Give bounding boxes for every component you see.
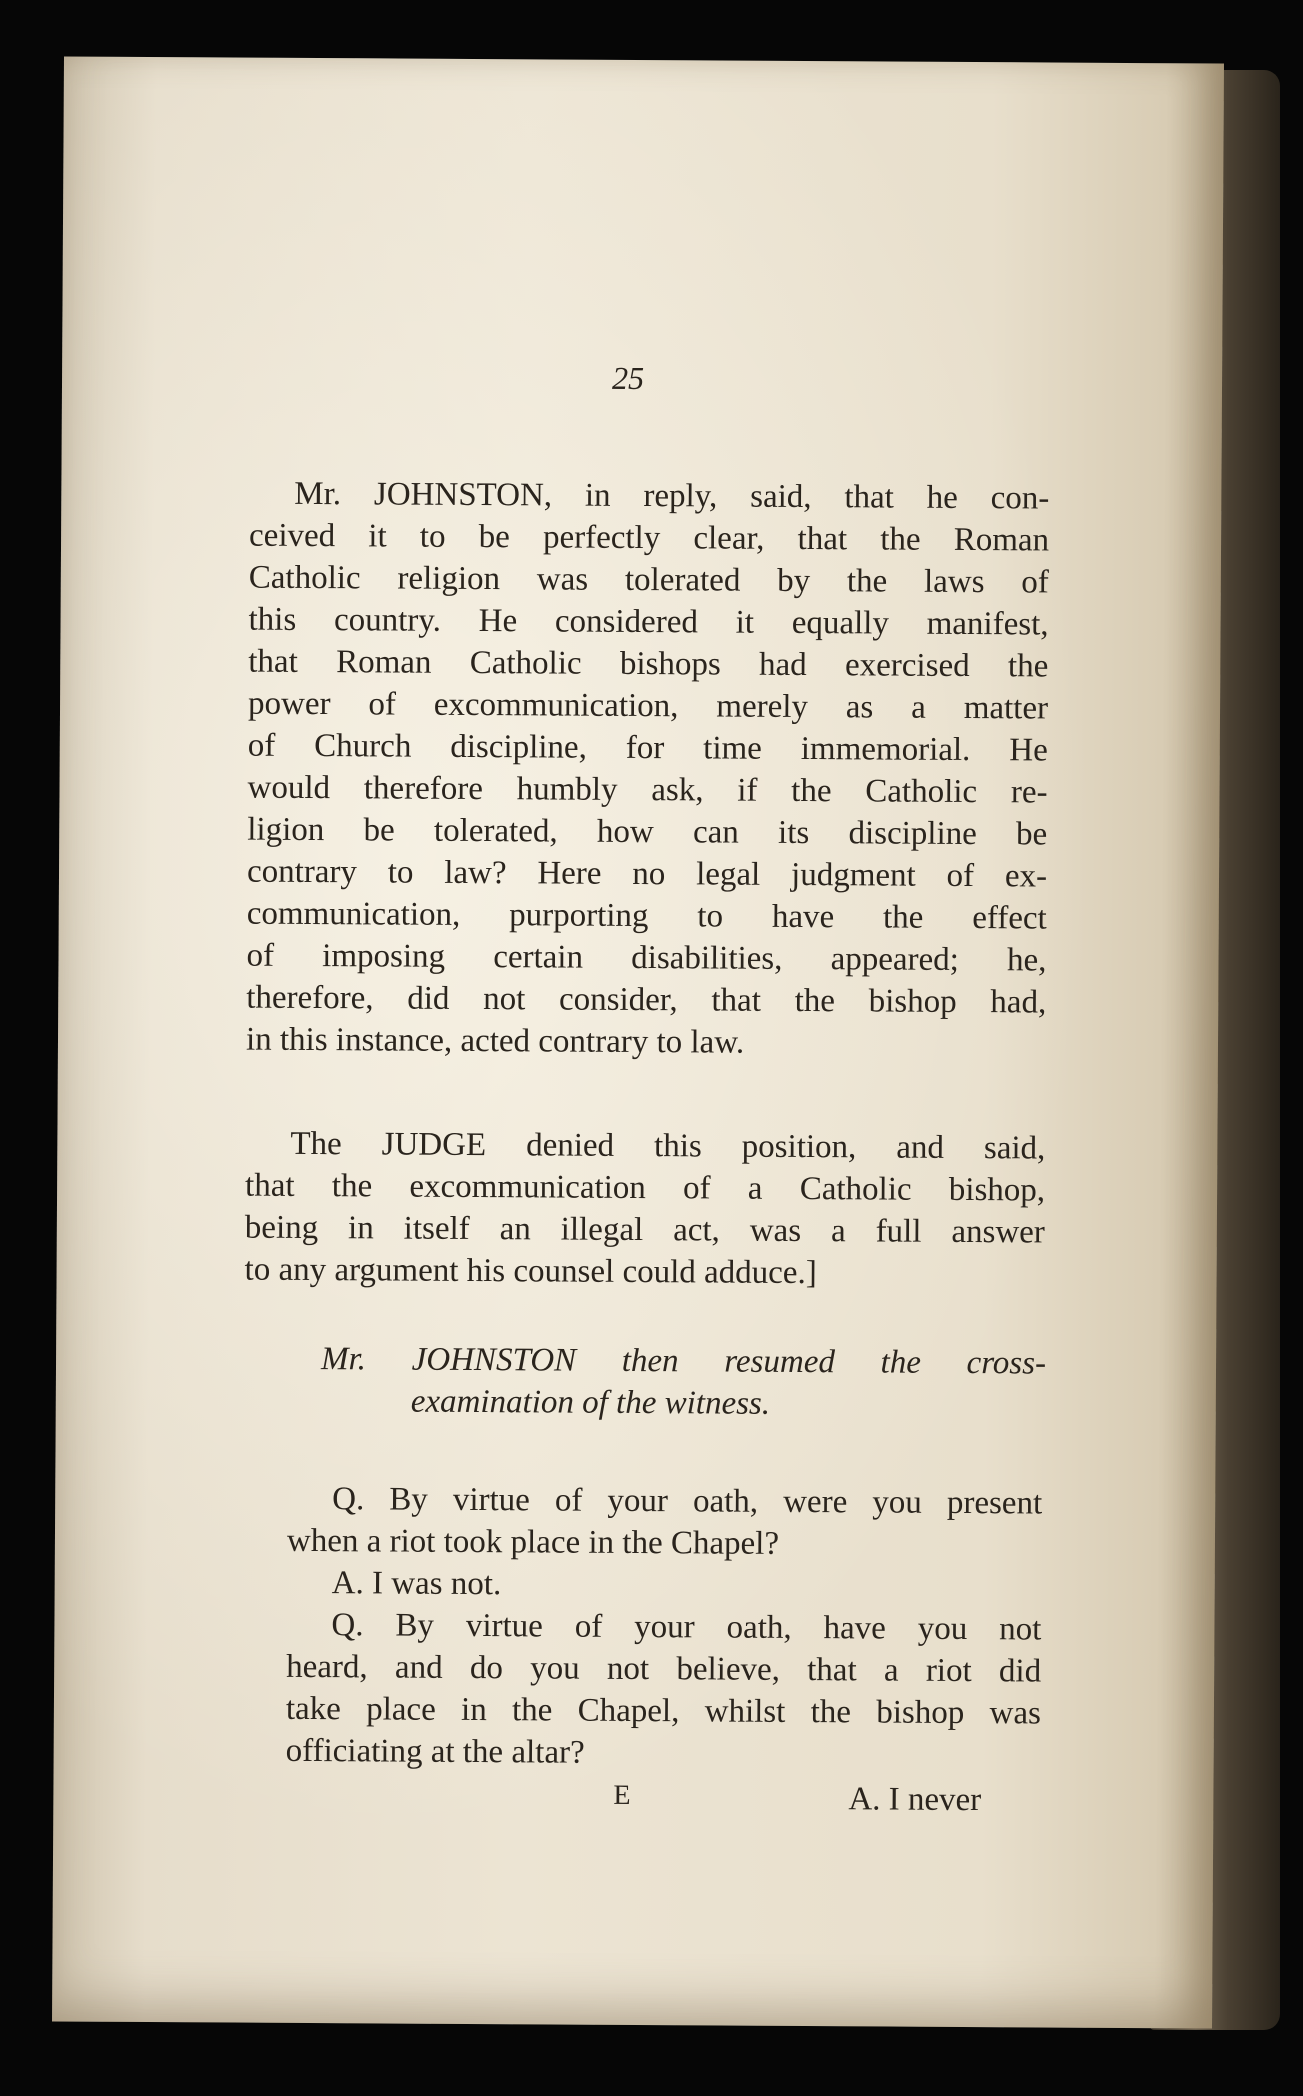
question-line: take place in the Chapel, whilst the bishop was	[285, 1690, 1042, 1732]
text-line: of imposing certain disabilities, appeared; he,	[246, 937, 1047, 979]
paragraph-johnston-reply	[246, 473, 1050, 1066]
question-line: Q. By virtue of your oath, were you present	[332, 1481, 1043, 1522]
text-line: ceived it to be perfectly clear, that the Roman	[248, 517, 1050, 559]
text-line: of Church discipline, for time immemorial. He	[247, 727, 1048, 769]
text-line: The JUDGE denied this position, and said,	[290, 1125, 1046, 1167]
text-line: Mr. JOHNSTON, in reply, said, that he con-	[294, 475, 1050, 517]
text-line: communication, purporting to have the effect	[246, 895, 1047, 937]
text-line: this country. He considered it equally manifest,	[248, 601, 1049, 643]
question-line: when a riot took place in the Chapel?	[286, 1522, 780, 1562]
cross-examination	[286, 1478, 1043, 1777]
text-line: contrary to law? Here no legal judgment of ex-	[246, 853, 1048, 895]
text-line: therefore, did not consider, that the bishop had,	[246, 979, 1047, 1021]
text-line: Catholic religion was tolerated by the laws of	[248, 559, 1049, 601]
text-line: Mr. JOHNSTON then resumed the cross-	[320, 1341, 1047, 1382]
text-line: that Roman Catholic bishops had exercised the	[248, 643, 1049, 685]
text-line: ligion be tolerated, how can its discipline be	[247, 811, 1048, 853]
signature-mark: E	[613, 1779, 631, 1811]
book-page	[52, 56, 1224, 2028]
stage-direction	[321, 1338, 1046, 1426]
question-line: Q. By virtue of your oath, have you not	[331, 1607, 1042, 1648]
text-line: would therefore humbly ask, if the Catholic re-	[247, 769, 1048, 811]
question-line: heard, and do you not believe, that a riot did	[286, 1648, 1042, 1690]
text-line: in this instance, acted contrary to law.	[245, 1021, 745, 1061]
answer-line: A. I was not.	[331, 1565, 502, 1603]
text-line: to any argument his counsel could adduce.]	[244, 1251, 817, 1292]
question-line: officiating at the altar?	[285, 1732, 585, 1771]
text-line: that the excommunication of a Catholic bishop,	[245, 1167, 1046, 1209]
paragraph-judge-denial	[244, 1123, 1045, 1296]
text-line: being in itself an illegal act, was a full answer	[244, 1209, 1045, 1251]
catchword: A. I never	[848, 1781, 982, 1819]
text-line: examination of the witness.	[410, 1383, 771, 1422]
text-line: power of excommunication, merely as a matter	[247, 685, 1049, 727]
page-number: 25	[611, 359, 645, 397]
